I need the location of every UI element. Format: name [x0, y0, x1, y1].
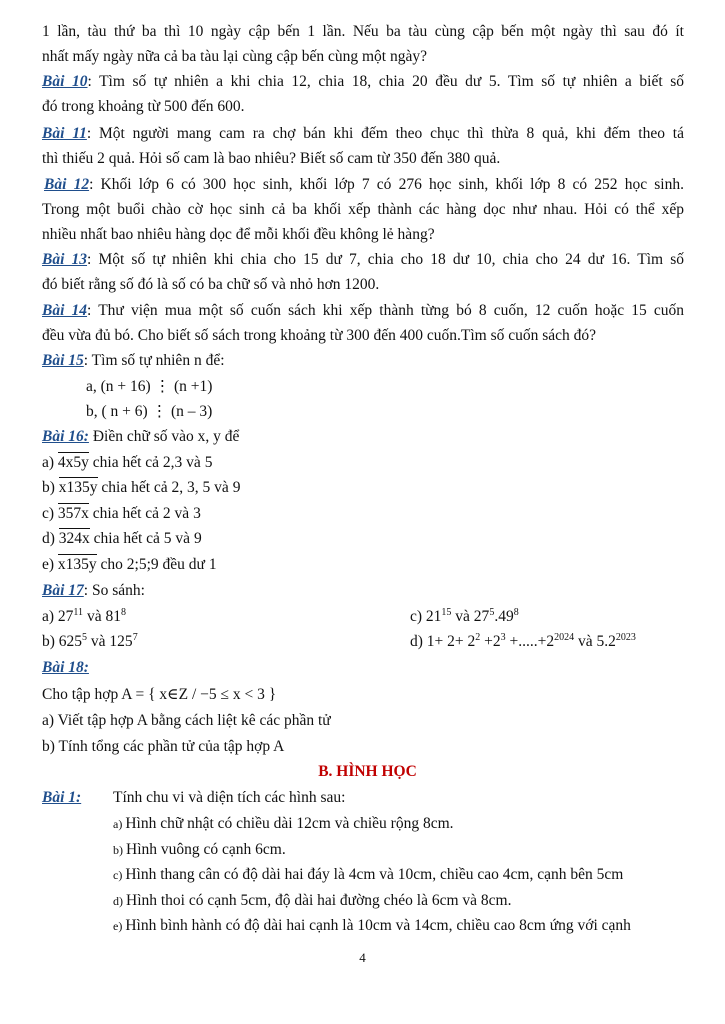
exercise-item: b) Tính tổng các phần tử của tập hợp A — [42, 738, 285, 755]
exercise-12: Bài 12: Khối lớp 6 có 300 học sinh, khối lớp 7 có 276 học sinh, khối lớp 8 có 252 học sinh. — [44, 176, 684, 193]
paragraph-line: thì thiếu 2 quả. Hỏi số cam là bao nhiêu? Biết số cam từ 350 đến 380 quả. — [42, 150, 501, 167]
paragraph-line: Trong một buổi chào cờ học sinh cả ba khối xếp thành các hàng dọc như nhau. Hỏi có thể xếp — [42, 201, 684, 218]
exercise-item: b) x135y chia hết cả 2, 3, 5 và 9 — [42, 479, 241, 496]
exercise-item: a, (n + 16) ⋮ (n +1) — [86, 378, 213, 395]
exercise-item: e) x135y cho 2;5;9 đều dư 1 — [42, 556, 217, 573]
exercise-label: Bài 10 — [42, 73, 88, 90]
overline-number: x135y — [57, 556, 97, 573]
exercise-item: c) 357x chia hết cả 2 và 3 — [42, 505, 201, 522]
overline-number: 4x5y — [57, 454, 89, 471]
exercise-item: b) Hình vuông có cạnh 6cm. — [113, 841, 286, 858]
page-number: 4 — [359, 950, 366, 965]
exercise-label: Bài 11 — [42, 125, 87, 142]
section-heading: B. HÌNH HỌC — [318, 763, 417, 780]
exercise-11: Bài 11: Một người mang cam ra chợ bán khi đếm theo chục thì thừa 8 quả, khi đếm theo tá — [42, 125, 684, 142]
paragraph-line: đều vừa đủ bó. Cho biết số sách trong khoảng từ 300 đến 400 cuốn.Tìm số cuốn sách đó? — [42, 327, 597, 344]
paragraph-line: nhất mấy ngày nữa cả ba tàu lại cùng cập bến cùng một ngày? — [42, 48, 427, 65]
exercise-15: Bài 15: Tìm số tự nhiên n để: — [42, 352, 225, 369]
exercise-item: d) 324x chia hết cả 5 và 9 — [42, 530, 202, 547]
geometry-exercise-1: Bài 1: Tính chu vi và diện tích các hình sau: — [42, 789, 346, 806]
overline-number: 324x — [58, 530, 90, 547]
exercise-16: Bài 16: Điền chữ số vào x, y để — [42, 428, 240, 445]
paragraph-line: đó biết rằng số đó là số có ba chữ số và nhỏ hơn 1200. — [42, 276, 380, 293]
exercise-item: a) $27^{11}$ và $81^8$ c) $21^{15}$ và $27^5.49^8$ — [42, 607, 684, 629]
exercise-label: Bài 1: — [42, 789, 82, 806]
exercise-item-right: c) $21^{15}$ và $27^5.49^8$ — [410, 607, 519, 625]
exercise-label: Bài 12 — [44, 176, 90, 193]
exercise-18 — [42, 658, 684, 678]
exercise-item-right: d) $1+ 2+ 2^2 +2^3 +.....+2^{2024}$ và $5.2^{2023}$ — [410, 632, 636, 650]
paragraph-line: 1 lần, tàu thứ ba thì 10 ngày cập bến 1 lần. Nếu ba tàu cùng cập bến một ngày thì sau đó ít — [42, 23, 684, 40]
exercise-item: a) Viết tập hợp A bằng cách liệt kê các phần tử — [42, 712, 331, 729]
exercise-item: b) $625^5$ và $125^7$ d) $1+ 2+ 2^2 +2^3 +.....+2^{2024}$ và $5.2^{2023}$ — [42, 632, 684, 654]
exercise-17: Bài 17: So sánh: — [42, 582, 145, 599]
exercise-item: a) Hình chữ nhật có chiều dài 12cm và chiều rộng 8cm. — [113, 815, 454, 832]
overline-number: x135y — [58, 479, 98, 496]
exercise-label: Bài 15 — [42, 352, 84, 369]
exercise-label: Bài 16: — [42, 428, 89, 445]
paragraph-line: đó trong khoảng từ 500 đến 600. — [42, 98, 245, 115]
exercise-14: Bài 14: Thư viện mua một số cuốn sách khi xếp thành từng bó 8 cuốn, 12 cuốn hoặc 15 cuốn — [42, 302, 684, 319]
paragraph-line: nhiều nhất bao nhiêu hàng dọc để mỗi khối đều không lẻ hàng? — [42, 226, 435, 243]
exercise-item: c) Hình thang cân có độ dài hai đáy là 4cm và 10cm, chiều cao 4cm, cạnh bên 5cm — [113, 866, 624, 883]
exercise-label: Bài 13 — [42, 251, 88, 268]
exercise-item: b, ( n + 6) ⋮ (n – 3) — [86, 403, 213, 420]
exercise-item: e) Hình bình hành có độ dài hai cạnh là 10cm và 14cm, chiều cao 8cm ứng với cạnh — [113, 917, 631, 934]
paragraph-line: Cho tập hợp A = { x∈Z / −5 ≤ x < 3 } — [42, 686, 277, 703]
exercise-item: d) Hình thoi có cạnh 5cm, độ dài hai đường chéo là 6cm và 8cm. — [113, 892, 512, 909]
exercise-item: a) 4x5y chia hết cả 2,3 và 5 — [42, 454, 213, 471]
overline-number: 357x — [57, 505, 89, 522]
exercise-13: Bài 13: Một số tự nhiên khi chia cho 15 dư 7, chia cho 18 dư 10, chia cho 24 dư 16. Tìm số — [42, 251, 684, 268]
exercise-10: Bài 10: Tìm số tự nhiên a khi chia 12, chia 18, chia 20 đều dư 5. Tìm số tự nhiên a biết số — [42, 73, 684, 90]
exercise-label: Bài 18: — [42, 659, 89, 676]
exercise-label: Bài 17 — [42, 582, 84, 599]
exercise-label: Bài 14 — [42, 302, 88, 319]
